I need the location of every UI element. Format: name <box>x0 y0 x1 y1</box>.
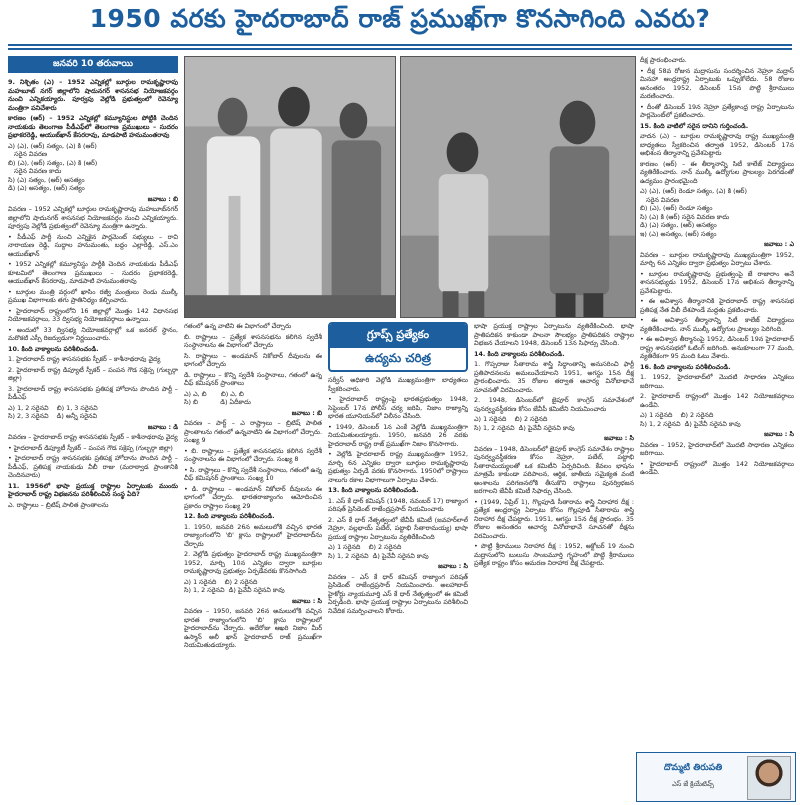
author-photo <box>747 756 791 800</box>
explanation-text: వాదన (ఎ) – బూర్గుల రామకృష్ణారావు రాష్ట్ర ముఖ్యమంత్రి బాధ్యతలు స్వీకరించిన తర్వాత 1952, డిసెంబర్ 17న అభిశంస తీర్మానాన్ని ప్రవేశపెట్టారు <box>640 132 794 157</box>
page-headline: 1950 వరకు హైదరాబాద్ రాజ్ ప్రముఖ్‌గా కొనసాగింది ఎవరు? <box>89 4 711 33</box>
explanation-text: డి. రాష్ట్రాలు – కొన్ని స్వదేశీ సంస్థానాలు, గతంలో ఉన్న చీఫ్ కమిషనర్ ప్రాంతాలు <box>184 370 322 387</box>
photo-left-graphic <box>185 57 395 317</box>
explanation-text: • (1949, ఏప్రిల్ 1), గొల్లపూడి సీతారామ శాస్త్రి నిరాహార దీక్ష : ప్రత్యేక ఆంధ్రరాష్ట్ర ఏర్పాటు కోసం గొల్లపూడి సీతారామ శాస్త్రి నిరాహార దీక్ష చేపట్టారు. 1951, ఆగస్టు 15న దీక్ష ప్రారంభం. 35 రోజుల అనంతరం ఆచార్య వినోబాభావే సూచనతో దీక్షను విరమించారు. <box>474 497 634 540</box>
explanation-text: • అందులో 33 ద్విసభ్య నియోజకవర్గాల్లో ఒక జనరల్ స్థానం, మరొకటి ఎస్సీ రిజర్వుడుగా నిర్ణయించారు. <box>8 325 178 342</box>
answer-options: ఎ) 1 సరైనది బి) 2 సరైనది సి) 1, 2 సరైనవి డి) పైవేవీ సరైనవి కావు <box>184 577 285 594</box>
explanation-text: 1. 1950, జనవరి 26న అమలులోకి వచ్చిన భారత రాజ్యాంగంలోని 'బి' క్లాసు రాష్ట్రాలలో హైదరాబాద్‌ను చేర్చారు <box>184 522 322 548</box>
explanation-text: బి. రాష్ట్రాలు – ప్రత్యేక శాసనసభను కలిగిన స్వదేశీ సంస్థానాలను ఈ విభాగంలో చేర్చారు <box>184 332 322 349</box>
explanation-text: • 1949, డిసెంబర్ 1న ఎంకే వెల్లోడి ముఖ్యమంత్రిగా నియమితులయ్యారు. 1950, జనవరి 26 వరకు హైదరాబాద్ రాష్ట్ర రాజ్ ప్రముఖ్‌గా నిజాం కొనసాగారు. <box>328 422 468 448</box>
explanation-text: • హైదరాబాద్ రాష్ట్రంపై భారతప్రభుత్వం 1948, సెప్టెంబర్ 17న పోలీస్ చర్య జరిపి, నిజాం రాజ్యాన్ని భారత యూనియన్‌లో విలీనం చేసింది. <box>328 395 468 420</box>
question-text: 14. కింది వాక్యాలను పరిశీలించండి. <box>474 349 565 358</box>
explanation-text: • హైదరాబాద్ రాష్ట్రంలో మొత్తం 142 నియోజకవర్గాలు ఉండేవి. <box>640 459 794 476</box>
movement-history-title: ఉద్యమ చరిత్ర <box>365 350 431 365</box>
column-3 <box>328 376 468 800</box>
explanation-text: • హైదరాబాద్ డిప్యూటీ స్పీకర్ – పంపన గౌడ సక్రెప్ప (గుల్బర్గా జిల్లా) <box>8 443 173 452</box>
explanation-text: 1. హైదరాబాద్ రాష్ట్ర శాసనసభకు స్పీకర్ – కాశీనాథరావు వైద్య <box>8 355 161 363</box>
explanation-text: • వెల్లోడి హైదరాబాద్ రాష్ట్ర ముఖ్యమంత్రిగా 1952, మార్చి 6న ఎన్నికల ద్వారా బూర్గుల రామకృష్ణారావు ప్రభుత్వం ఏర్పడే వరకు కొనసాగారు. 1950లో రాష్ట్రాలు నాలుగు రకాల విభాగాలుగా ఏర్పాటు చేశారు. <box>328 450 468 484</box>
answer-key: జవాబు : సి <box>292 596 322 605</box>
explanation-text: సి. రాష్ట్రాలు – అండమాన్ నికోబార్ దీవులను ఈ భాగంలో చేర్చారు <box>184 351 322 368</box>
explanation-text: 2. ఎస్ కే ధార్ నేతృత్వంలో జేవీపీ కమిటీ (జవహర్‌లాల్ నెహ్రూ, వల్లభాయ్ పటేల్, పట్టాభి సీతారామయ్య) భాషా ప్రయుక్త రాష్ట్రాల ఏర్పాటును వ్యతిరేకించింది <box>328 515 468 541</box>
explanation-text: 1. గొప్పరాజు సీతారామ శాస్త్రి సిద్ధాంతాన్ని అనుసరించి ఫార్టీ ప్రతిపాదనలను అమలుచేయాలని 1951, అగస్టు 15న దీక్ష ప్రారంభించారు. 35 రోజుల తర్వాత ఆచార్య వినోబాభావే సూచనతో విరమించారు. <box>474 360 634 394</box>
explanation-text: వివరణ – పార్ట్ – ఎ రాష్ట్రాలు – బ్రిటిష్ పాలిత ప్రాంతాలను గతంలో ఉన్నవాటిని ఈ విభాగంలో చేర్చారు. సంఖ్య 9 <box>184 419 322 444</box>
answer-options: ఎ) 1 సరైనది బి) 2 సరైనది సి) 1, 2 సరైనవి డి) పైవేవీ సరైనవి కావు <box>474 415 575 432</box>
answer-options: ఎ) 1 సరైనది బి) 2 సరైనది సి) 1, 2 సరైనవి డి) పైవేవీ సరైనవి కావు <box>640 411 741 428</box>
explanation-text: వివరణ – 1950, జనవరి 26న అమలులోకి వచ్చిన భారత రాజ్యాంగంలోని 'బి' క్లాసు రాష్ట్రాలలో హైదరాబాద్‌ను చేర్చారు. అదేరోజు ఆఖరి నిజాం మీర్ ఉస్మాన్ అలీ ఖాన్ హైదరాబాద్ రాజ్ ప్రముఖ్‌గా నియమితుడయ్యారు. <box>184 607 322 649</box>
groups-special-box <box>328 322 468 372</box>
column-4 <box>474 322 634 800</box>
question-text: 9. నిశ్చితం (ఎ) – 1952 ఎన్నికల్లో బూర్గుల రామకృష్ణారావు మహబూబ్ నగర్ జిల్లాలోని షాదునగర్ శాసనసభ నియోజకవర్గం నుంచి ఎన్నికయ్యారు. పూర్వపు వెల్లోడి ప్రభుత్వంలో రెవెన్యూ మంత్రిగా పనిచేశారు <box>8 78 178 112</box>
answer-key: జవాబు : సి <box>764 430 794 438</box>
explanation-text: వివరణ – 1948, డిసెంబర్‌లో జైపూర్ కాంగ్రెస్ సమావేశం రాష్ట్రాల పునర్వ్యవస్థీకరణ కోసం నెహ్రూ, పటేల్, పట్టాభి సీతారామయ్యలతో ఒక కమిటీని ఏర్పరిచింది. కేవలం భాషను మాత్రమే కాకుండా పరిపాలన, ఆర్థిక, జాతీయ సమైక్యత వంటి అంశాలను పరిగణనలోకి తీసుకొని రాష్ట్రాలు పునర్విభజన జరగాలని జేవీపీ కమిటీ సిఫార్సు చేసింది. <box>474 444 634 495</box>
explanation-text: • ఈ అవిశ్వాస తీర్మానానికి హైదరాబాద్ రాష్ట్ర శాసనసభ ప్రతిపక్ష నేత వీబీ దేశపాండే మద్దతు ప్రకటించారు. <box>640 297 794 314</box>
explanation-text: ఎ. రాష్ట్రాలు – బ్రిటిష్ పాలిత ప్రాంతాలను <box>8 500 109 509</box>
explanation-text: • ఈ అవిశ్వాస తీర్మానాన్ని సిటీ కాలేజ్ విద్యార్థులు వ్యతిరేకించారు. నాన్ ముల్కీ ఉద్యోగుల ప్రాబల్యం పెరిగింది. <box>640 316 794 333</box>
answer-options: ఎ) (ఎ), (ఆర్) సత్యం, (ఎ) కి (ఆర్) సరైన వివరణ బి) (ఎ), (ఆర్) సత్యం, (ఎ) కి (ఆర్) సరైన వివరణ కాదు సి) (ఎ) సత్యం, (ఆర్) అసత్యం డి) (ఎ) అసత్యం, (ఆర్) సత్యం <box>8 141 98 192</box>
explanation-text: దీక్ష ప్రారంభించారు. <box>640 56 687 64</box>
explanation-text: వివరణ – 1952, హైదరాబాద్‌లో మొదటి సాధారణ ఎన్నికలు జరిగాయి. <box>640 440 794 457</box>
answer-key: జవాబు : సి <box>438 562 468 570</box>
answer-key: జవాబు : బి <box>291 408 322 417</box>
photo-right-graphic <box>401 57 635 317</box>
answer-key: జవాబు : బి <box>147 194 178 203</box>
question-text: 10. కింది వాక్యాలను పరిశీలించండి. <box>8 344 99 353</box>
explanation-text: • దీంతో డిసెంబర్ 19న నెహ్రూ ప్రత్యేకాంధ్ర రాష్ట్ర ఏర్పాటును పార్లమెంట్‌లో ప్రకటించారు. <box>640 102 794 119</box>
explanation-text: • పొట్టి శ్రీరాములు నిరాహార దీక్ష : 1952, అక్టోబర్ 19 నుంచి మద్రాసులోని బులుసు సాంబమూర్తి గృహంలో పొట్టి శ్రీరాములు ప్రత్యేక రాష్ట్రం కోసం ఆమరణ నిరాహార దీక్ష చేపట్టారు. <box>474 542 634 567</box>
author-name: దొమ్మటి తిరుపతి <box>663 763 723 773</box>
question-text: 15. కింది వాటిలో సరైన దానిని గుర్తించండి. <box>640 121 749 130</box>
question-text: కారణం (ఆర్) – 1952 ఎన్నికల్లో కమ్యూనిస్టుల పోట్టికి చెందిన నాయకుడు తెలంగాణ పీడీఎఫ్‌లో తెలంగాణ ప్రముఖులు – సుదరం ప్రభాకరరెడ్డి, ఆయుబ్‌ఖాన్ కేసరరావు, మాడపాటి హనుమంతరావు <box>8 114 178 139</box>
question-text: 16. కింది వాక్యాలను పరిశీలించండి. <box>640 362 731 371</box>
groups-special-title: గ్రూప్స్ ప్రత్యేకం <box>330 324 466 348</box>
question-text: 12. కింది వాక్యాలను పరిశీలించండి. <box>184 512 275 520</box>
explanation-text: సర్వీస్ అధికారి వెల్లోడి ముఖ్యమంత్రిగా బాధ్యతలు స్వీకరించారు. <box>328 376 468 393</box>
explanation-text: • హైదరాబాద్ రాష్ట్రంలోని 16 జిల్లాల్లో మొత్తం 142 విధానసభ నియోజకవర్గాలు, 33 ద్విసభ్య నియోజకవర్గాలు ఉన్నాయి. <box>8 306 178 323</box>
explanation-text: 2. హైదరాబాద్ రాష్ట్రంలో మొత్తం 142 నియోజకవర్గాలు ఉండేవి. <box>640 392 794 409</box>
explanation-text: వివరణ – బూర్గుల రామకృష్ణారావు ముఖ్యమంత్రిగా 1952, మార్చి 6న ఎన్నికల ద్వారా ప్రభుత్వం ఏర్పాటు చేశారు. <box>640 250 794 267</box>
explanation-text: • ఈ అవిశ్వాస తీర్మానంపై 1952, డిసెంబర్ 19న హైదరాబాద్ రాష్ట్ర శాసనసభలో ఓటింగ్ జరిగింది. అనుకూలంగా 77 మంది, వ్యతిరేకంగా 95 మంది ఓటు వేశారు. <box>640 335 794 360</box>
explanation-text: • దీక్ష 58వ రోజున మద్రాసును సందర్శించిన నెహ్రూ మద్రాస్ మినహా ఆంధ్రరాష్ట్ర ఏర్పాటుకు ఒప్పుకోలేదు. 58 రోజుల అనంతరం 1952, డిసెంబర్ 15న పొట్టి శ్రీరాములు మరణించారు. <box>640 66 794 100</box>
explanation-text: 1. ఎస్ కే ధార్ కమిషన్ (1948, నవంబర్ 17) రాజ్యాంగ పరిషత్ ప్రెసిడెంట్ రాజేంద్రప్రసాద్ నియమించారు <box>328 496 468 513</box>
headline-rule-top <box>8 44 792 46</box>
explanation-text: • సి. రాష్ట్రాలు – కొన్ని స్వదేశీ సంస్థానాలు, గతంలో ఉన్న చీఫ్ కమిషనర్ ప్రాంతాలు. సంఖ్య 10 <box>184 465 322 482</box>
answer-options: ఎ) ఎ, బి బి) ఎ, బి సి) బి డి) ఏదీకాదు <box>184 389 251 406</box>
answer-key: జవాబు : సి <box>604 434 634 442</box>
explanation-text: వివరణ – 1952 ఎన్నికల్లో బూర్గుల రామకృష్ణారావు మహబూబ్‌నగర్ జిల్లాలోని షాదునగర్ శాసనసభ నియోజకవర్గం నుంచి ఎన్నికయ్యారు. పూర్వపు వెల్లోడి ప్రభుత్వంలో రెవెన్యూ మంత్రిగా ఉన్నారు. <box>8 205 178 230</box>
question-text: 11. 1956లో భాషా ప్రయుక్త రాష్ట్రాల ఏర్పాటుకు ముందు హైదరాబాద్ రాష్ట్ర విభజనను పరిశీలించిన సంస్థ ఏది? <box>8 481 178 498</box>
explanation-text: 1. 1952, హైదరాబాద్‌లో మొదటి సాధారణ ఎన్నికలు జరిగాయి. <box>640 373 794 390</box>
explanation-text: 2. వెల్లోడి ప్రభుత్వం హైదరాబాద్ రాష్ట్ర ముఖ్యమంత్రిగా 1952, మార్చి 10న ఎన్నికల ద్వారా బూర్గుల రామకృష్ణారావు ప్రభుత్వం ఏర్పడేవరకు కొనసాగింది <box>184 550 322 575</box>
author-box <box>636 752 796 802</box>
explanation-text: 3. హైదరాబాద్ రాష్ట్ర శాసనసభకు ప్రతిపక్ష హోదాను పొందిన పార్టీ – పీడీఎఫ్ <box>8 384 178 401</box>
date-tab: జనవరి 10 తరువాయి <box>8 56 178 73</box>
explanation-text: వివరణ – హైదరాబాద్ రాష్ట్ర శాసనసభకు స్పీకర్ – కాశీనాథరావు వైద్య <box>8 433 178 441</box>
photo-left <box>184 56 396 318</box>
answer-options: ఎ) 1 సరైనది బి) 2 సరైనది సి) 1, 2 సరైనవి డి) పైవేవీ సరైనవి కావు <box>328 543 429 560</box>
column-1 <box>8 78 178 800</box>
explanation-text: • హైదరాబాద్ రాష్ట్ర శాసనసభకు ప్రతిపక్ష హోదాను పొందిన పార్టీ – పీడీఎఫ్, ప్రతిపక్ష నాయకుడు వీబీ రాజు (మరాఠ్వాడ ప్రాంతానికి చెందినవారు) <box>8 454 178 479</box>
explanation-text: • పీడీఎఫ్ పార్టీ నుంచి ఎన్నికైన పార్లమెంట్ సభ్యులు – రావి నారాయణ రెడ్డి, సుద్దాల హనుమంతు, బద్దం ఎల్లారెడ్డి, ఎస్.ఎం ఆయుబ్‌ఖాన్ <box>8 232 178 258</box>
explanation-text: కారణం (ఆర్) – ఈ తీర్మానాన్ని సిటీ కాలేజ్ విద్యార్థులు వ్యతిరేకించారు. నాన్ ముల్కీ ఉద్యోగుల ప్రాబల్యం పెరగడంతో ఉద్యమం ప్రారంభమైంది <box>640 159 794 185</box>
answer-options: ఎ) (ఎ), (ఆర్) రెండూ సత్యం, (ఎ) కి (ఆర్) సరైన వివరణ బి) (ఎ), (ఆర్) రెండూ సత్యం సి) (ఎ) కి (ఆర్) సరైన వివరణ కాదు డి) (ఎ) సత్యం, (ఆర్) అసత్యం ఇ) (ఎ) అసత్యం, (ఆర్) సత్యం <box>640 187 747 238</box>
answer-key: జవాబు : డి <box>147 422 178 431</box>
answer-options: ఎ) 1, 2 సరైనవి బి) 1, 3 సరైనవి సి) 2, 3 సరైనవి డి) అన్నీ సరైనవి <box>8 403 98 420</box>
explanation-text: 2. 1948, డిసెంబర్‌లో జైపూర్ కాంగ్రెస్ సమావేశంలో పునర్వ్యవస్థీకరణ కోసం జేవీపీ కమిటీని నియమించారు <box>474 396 634 413</box>
question-text: 13. కింది వాక్యాలను పరిశీలించండి. <box>328 486 419 494</box>
column-5 <box>640 56 794 746</box>
explanation-text: • 1952 ఎన్నికల్లో కమ్యూనిస్టు పార్టీకి చెందిన నాయకుడు పీడీఎఫ్ కూటమిలో తెలంగాణ ప్రముఖులు – సుదరం ప్రభాకరరెడ్డి, ఆయుబ్‌ఖాన్ కేసరరావు, మాడపాటి హనుమంతరావు <box>8 260 178 285</box>
explanation-text: • డి. రాష్ట్రాలు – అండమాన్ నికోబార్ దీవులను ఈ భాగంలో చేర్చారు. భారతరాజ్యాంగం ఆమోదించిన ప్రకారం రాష్ట్రాల సంఖ్య 29 <box>184 484 322 510</box>
explanation-text: భాషా ప్రయుక్త రాష్ట్రాల ఏర్పాటును వ్యతిరేకించింది. భాషా ప్రాతిపదికన కాకుండా పాలనా సౌలభ్యం ప్రాతిపదికన రాష్ట్రాల విభజన చేయాలని 1948, డిసెంబర్ 13న సిఫార్సు చేసింది. <box>474 322 634 347</box>
photo-right <box>400 56 636 318</box>
headline-rule-bottom <box>8 48 792 50</box>
explanation-text: • బూర్గుల మంత్రి వర్గంలో ఖాసిం రజ్వీ మంత్రులు రెండు ముల్కీ ప్రముఖ విభాగాలకు తగు ప్రాతినిధ్యం కల్పించారు. <box>8 287 178 304</box>
column-2 <box>184 322 322 800</box>
explanation-text: • బి. రాష్ట్రాలు – ప్రత్యేక శాసనసభను కలిగిన స్వదేశీ సంస్థానాలను ఈ విభాగంలో చేర్చారు. సంఖ్య 8 <box>184 446 322 463</box>
explanation-text: వివరణ – ఎస్ కే ధార్ కమిషన్ రాజ్యాంగ పరిషత్ ప్రెసిడెంట్ రాజేంద్రప్రసాద్ నియమించారు. అలహాబాద్ హైకోర్టు న్యాయమూర్తి ఎస్ కే ధార్ నేతృత్వంలో ఈ కమిటీ ఏర్పడింది. భాషా ప్రయుక్త రాష్ట్రాల ఏర్పాటును పరిశీలించి నివేదిక సమర్పించాలని కోరారు. <box>328 572 468 615</box>
answer-key: జవాబు : ఎ <box>764 240 794 248</box>
author-role: ఎస్ జే క్రియేటివ్స్ <box>672 780 714 788</box>
explanation-text: గతంలో ఉన్న వాటిని ఈ విభాగంలో చేర్చారు <box>184 322 292 330</box>
explanation-text: • బూర్గుల రామకృష్ణారావు ప్రభుత్వంపై జే రాజారాం అనే శాసనసభ్యుడు 1952, డిసెంబర్ 17న అభిశంస తీర్మానాన్ని ప్రవేశపెట్టారు. <box>640 269 794 295</box>
explanation-text: 2. హైదరాబాద్ రాష్ట్ర డిప్యూటీ స్పీకర్ – పంపన గౌడ సక్రెప్ప (గుల్బర్గా జిల్లా) <box>8 365 178 382</box>
